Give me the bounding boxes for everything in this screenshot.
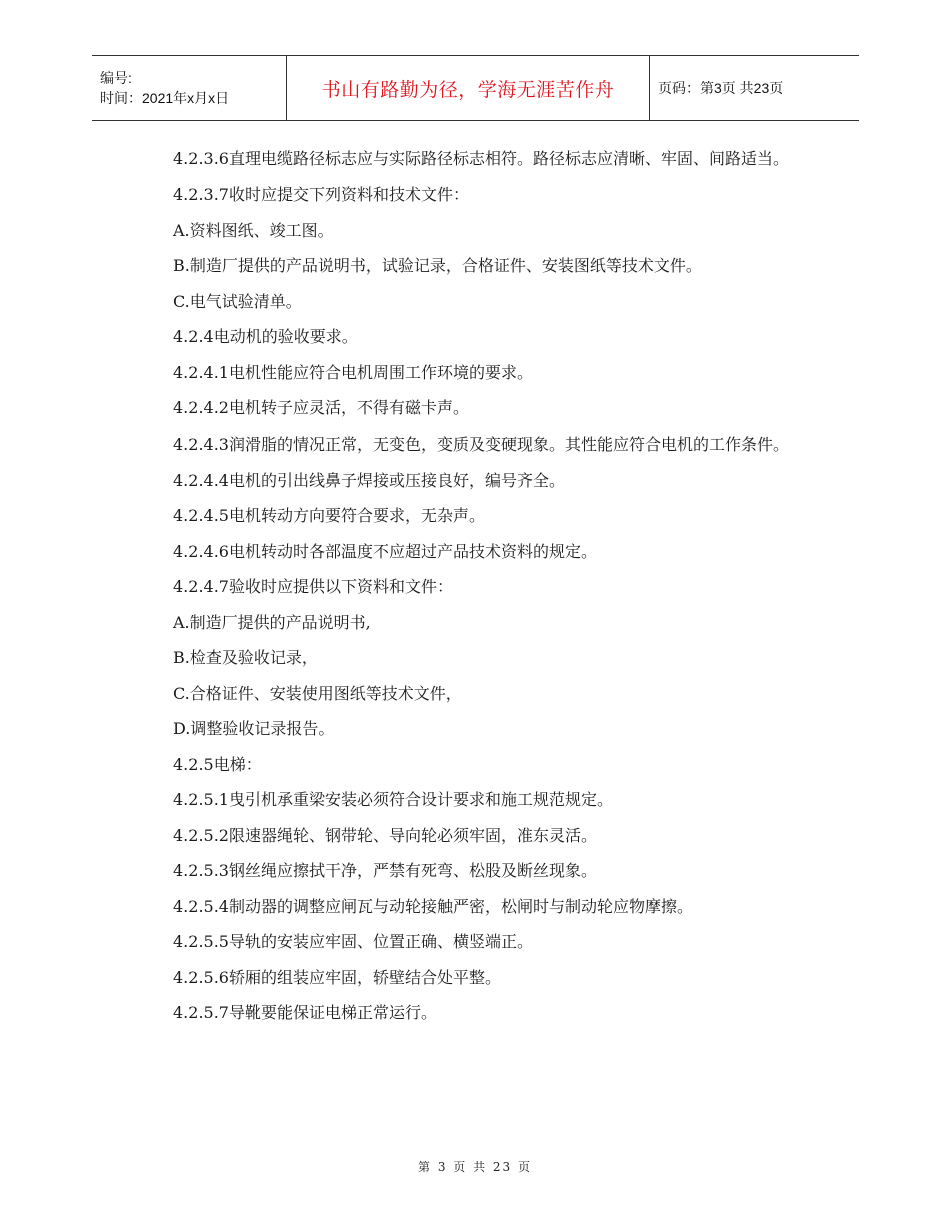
paragraph: C.合格证件、安装使用图纸等技术文件， — [173, 683, 462, 703]
header-motto — [286, 56, 650, 120]
paragraph: 4.2.5.7导靴要能保证电梯正常运行。 — [173, 1003, 437, 1022]
paragraph: 4.2.4.2电机转子应灵活，不得有磁卡声。 — [173, 398, 469, 417]
paragraph: D.调整验收记录报告。 — [173, 719, 335, 738]
page-info-text: 页码：第3页 共23页 — [658, 80, 784, 96]
document-body — [130, 146, 830, 1037]
paragraph: B.检查及验收记录， — [173, 648, 318, 667]
paragraph: A.资料图纸、竣工图。 — [173, 220, 334, 240]
time-label: 时间：2021年x月x日 — [100, 90, 230, 106]
document-header — [92, 55, 859, 121]
paragraph: 4.2.4.5电机转动方向要符合要求，无杂声。 — [173, 506, 485, 525]
motto-text: 书山有路勤为径，学海无涯苦作舟 — [321, 78, 615, 101]
page-footer — [0, 1158, 950, 1175]
paragraph: 4.2.5.1曳引机承重梁安装必须符合设计要求和施工规范规定。 — [173, 790, 613, 809]
paragraph: 4.2.5.4制动器的调整应闸瓦与动轮接触严密，松闸时与制动轮应物摩擦。 — [173, 896, 693, 916]
paragraph: 4.2.3.6直理电缆路径标志应与实际路径标志相符。路径标志应清晰、牢固、间路适当。 — [173, 149, 789, 168]
paragraph: 4.2.5.6轿厢的组装应牢固，轿壁结合处平整。 — [173, 967, 501, 987]
paragraph: 4.2.4电动机的验收要求。 — [173, 327, 358, 346]
paragraph: 4.2.3.7收时应提交下列资料和技术文件： — [173, 185, 469, 204]
paragraph: B.制造厂提供的产品说明书，试验记录，合格证件、安装图纸等技术文件。 — [173, 256, 702, 275]
paragraph: 4.2.4.7验收时应提供以下资料和文件： — [173, 577, 453, 596]
paragraph: 4.2.4.6电机转动时各部温度不应超过产品技术资料的规定。 — [173, 541, 597, 561]
header-page-info — [650, 56, 859, 120]
paragraph: C.电气试验清单。 — [173, 291, 302, 311]
paragraph: 4.2.5电梯： — [173, 754, 262, 774]
paragraph: 4.2.5.3钢丝绳应擦拭干净，严禁有死弯、松股及断丝现象。 — [173, 861, 597, 880]
serial-label: 编号: — [100, 70, 132, 86]
paragraph: 4.2.5.5导轨的安装应牢固、位置正确、横竖端正。 — [173, 932, 533, 951]
header-meta — [92, 56, 286, 120]
paragraph: 4.2.4.4电机的引出线鼻子焊接或压接良好，编号齐全。 — [173, 470, 565, 490]
paragraph: 4.2.4.1电机性能应符合电机周围工作环境的要求。 — [173, 362, 533, 382]
footer-page-number: 第 3 页 共 23 页 — [418, 1160, 532, 1174]
paragraph: 4.2.4.3润滑脂的情况正常，无变色，变质及变硬现象。其性能应符合电机的工作条件。 — [173, 434, 789, 454]
paragraph: 4.2.5.2限速器绳轮、钢带轮、导向轮必须牢固，准东灵活。 — [173, 825, 597, 845]
paragraph: A.制造厂提供的产品说明书, — [173, 612, 371, 632]
